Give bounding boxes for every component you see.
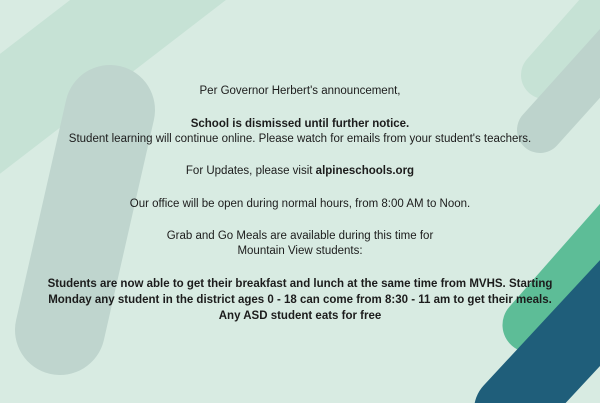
meals-detail-line-2: Monday any student in the district ages 0 - 18 can come from 8:30 - 11 am to get their meals. (48, 294, 552, 306)
meals-line-2: Mountain View students: (237, 245, 363, 257)
updates-prefix: For Updates, please visit (185, 165, 316, 177)
meals-line-1: Grab and Go Meals are available during this time for (166, 230, 434, 242)
meals-detail-line-1: Students are now able to get their breakfast and lunch at the same time from MVHS. Starting (47, 278, 553, 290)
meals-detail-line-3: Any ASD student eats for free (218, 310, 382, 322)
headline-text: School is dismissed until further notice. (190, 118, 410, 130)
intro-text: Per Governor Herbert's announcement, (199, 85, 401, 97)
updates-link[interactable]: alpineschools.org (315, 165, 415, 177)
updates-line (0, 164, 600, 179)
office-hours-text: Our office will be open during normal hours, from 8:00 AM to Noon. (129, 198, 471, 210)
online-learning-text: Student learning will continue online. Please watch for emails from your student's teachers. (68, 133, 532, 145)
